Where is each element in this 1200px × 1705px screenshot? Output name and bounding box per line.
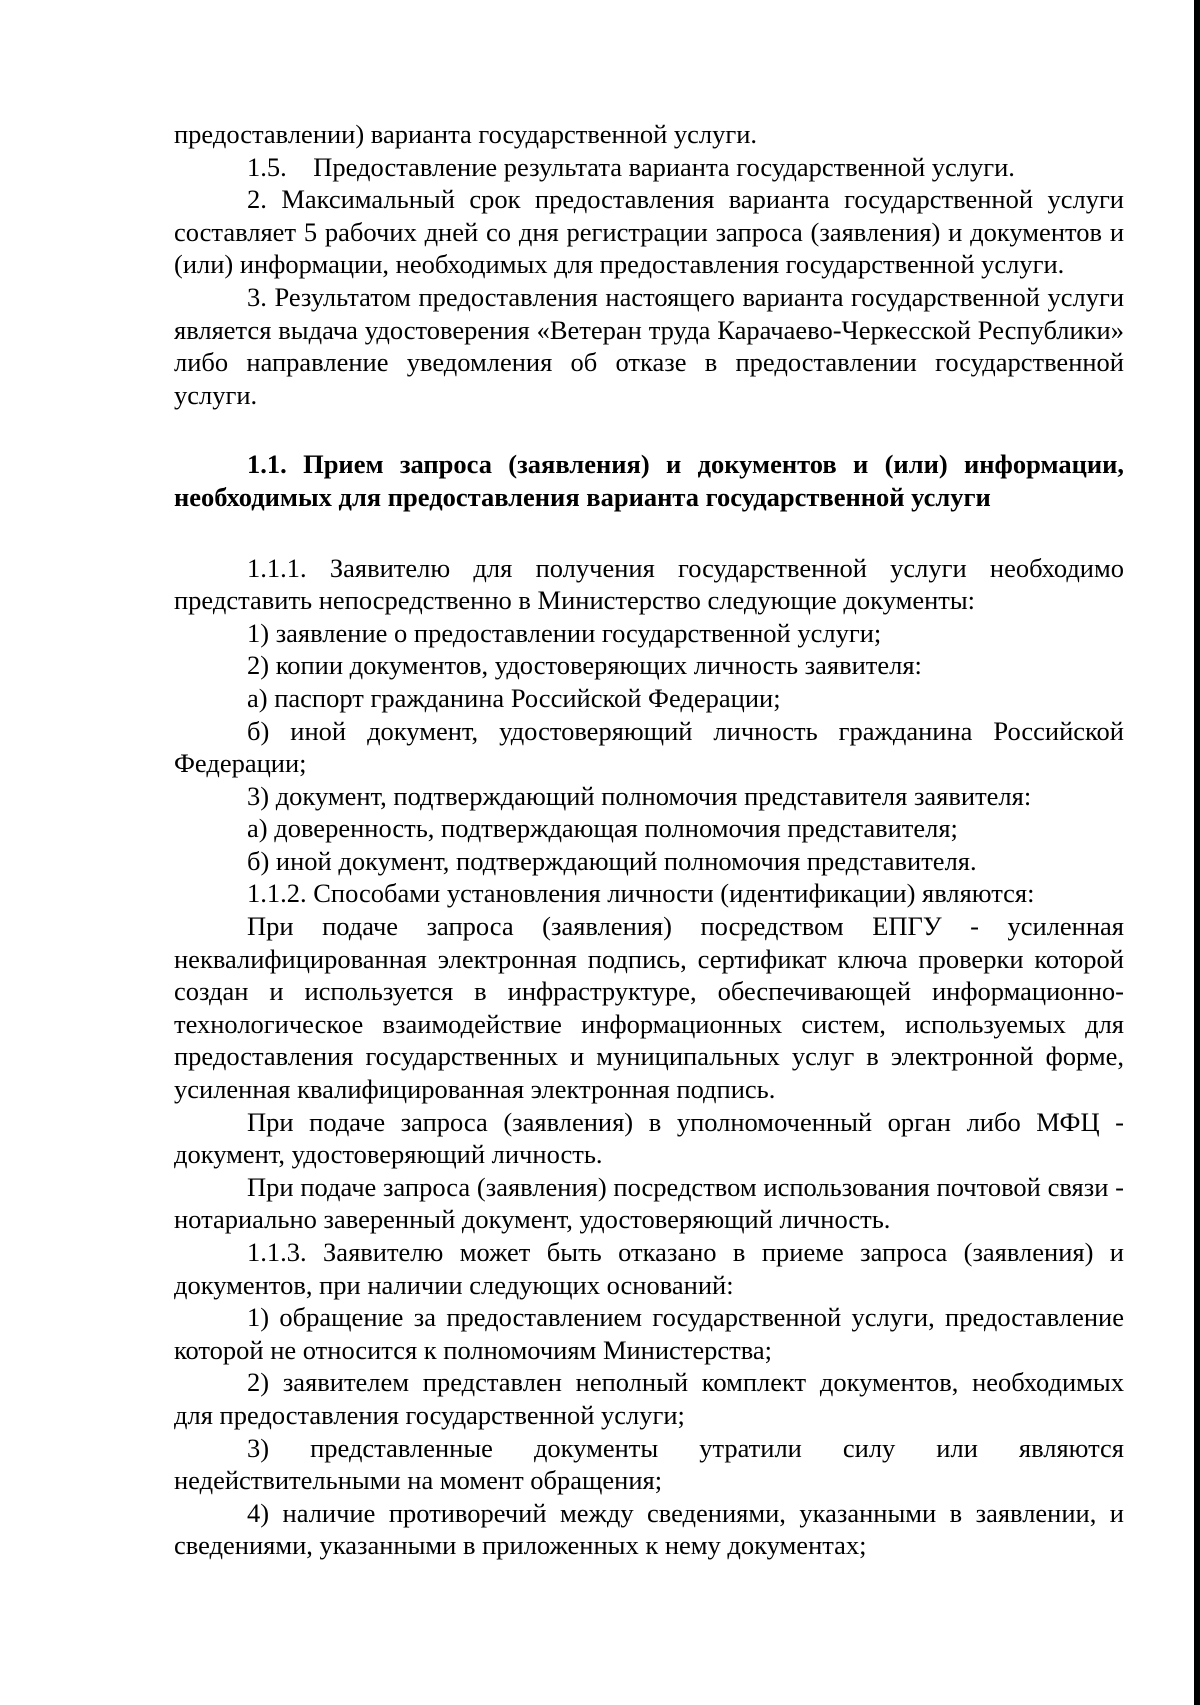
list-item: 1) обращение за предоставлением государственной услуги, предоставление которой не относится к полномочиям Министерства; bbox=[174, 1302, 1124, 1365]
list-item: 3) документ, подтверждающий полномочия представителя заявителя: bbox=[247, 780, 1032, 811]
list-item: б) иной документ, подтверждающий полномочия представителя. bbox=[247, 845, 977, 876]
paragraph-1-1-1: 1.1.1. Заявителю для получения государственной услуги необходимо представить непосредственно в Министерство следующие документы: bbox=[174, 552, 1124, 616]
paragraph-2-max-term: 2. Максимальный срок предоставления варианта государственной услуги составляет 5 рабочих дней со дня регистрации запроса (заявления) и документов и (или) информации, необходимых для предоставления государственной услуги. bbox=[174, 184, 1124, 280]
list-item: 2) заявителем представлен неполный комплект документов, необходимых для предоставления государственной услуги; bbox=[174, 1367, 1124, 1430]
paragraph-1-1-3: 1.1.3. Заявителю может быть отказано в приеме запроса (заявления) и документов, при наличии следующих оснований: bbox=[174, 1237, 1124, 1300]
document-page bbox=[174, 118, 1124, 1562]
list-item: 4) наличие противоречий между сведениями, указанными в заявлении, и сведениями, указанными в приложенных к нему документах; bbox=[174, 1497, 1124, 1561]
paragraph-post: При подаче запроса (заявления) посредством использования почтовой связи - нотариально заверенный документ, удостоверяющий личность. bbox=[174, 1171, 1124, 1235]
list-item: б) иной документ, удостоверяющий личность гражданина Российской Федерации; bbox=[174, 715, 1124, 779]
paragraph-1-5: 1.5. Предоставление результата варианта государственной услуги. bbox=[247, 151, 1015, 182]
list-item: а) паспорт гражданина Российской Федерации; bbox=[247, 682, 781, 713]
paragraph-3-result: 3. Результатом предоставления настоящего варианта государственной услуги является выдача удостоверения «Ветеран труда Карачаево-Черкесской Республики» либо направление уведомления об отказе в предоставлении государственной услуги. bbox=[174, 281, 1124, 410]
paragraph-epgu: При подаче запроса (заявления) посредством ЕПГУ - усиленная неквалифицированная электронная подпись, сертификат ключа проверки которой создан и используется в инфраструктуре, обеспечивающей информационно-технологическое взаимодействие информационных систем, используемых для предоставления государственных и муниципальных услуг в электронной форме, усиленная квалифицированная электронная подпись. bbox=[174, 911, 1124, 1105]
paragraph-mfc: При подаче запроса (заявления) в уполномоченный орган либо МФЦ - документ, удостоверяющий личность. bbox=[174, 1106, 1124, 1170]
paragraph-1-1-2: 1.1.2. Способами установления личности (идентификации) являются: bbox=[247, 878, 1035, 909]
scan-border bbox=[1194, 0, 1200, 1705]
list-item: 1) заявление о предоставлении государственной услуги; bbox=[247, 617, 882, 648]
list-item: а) доверенность, подтверждающая полномочия представителя; bbox=[247, 813, 958, 844]
section-heading: 1.1. Прием запроса (заявления) и документов и (или) информации, необходимых для предоставления варианта государственной услуги bbox=[174, 449, 1124, 512]
list-item: 3) представленные документы утратили силу или являются недействительными на момент обращения; bbox=[174, 1432, 1124, 1496]
list-item: 2) копии документов, удостоверяющих личность заявителя: bbox=[247, 650, 922, 681]
paragraph-continuation: предоставлении) варианта государственной услуги. bbox=[174, 119, 758, 149]
